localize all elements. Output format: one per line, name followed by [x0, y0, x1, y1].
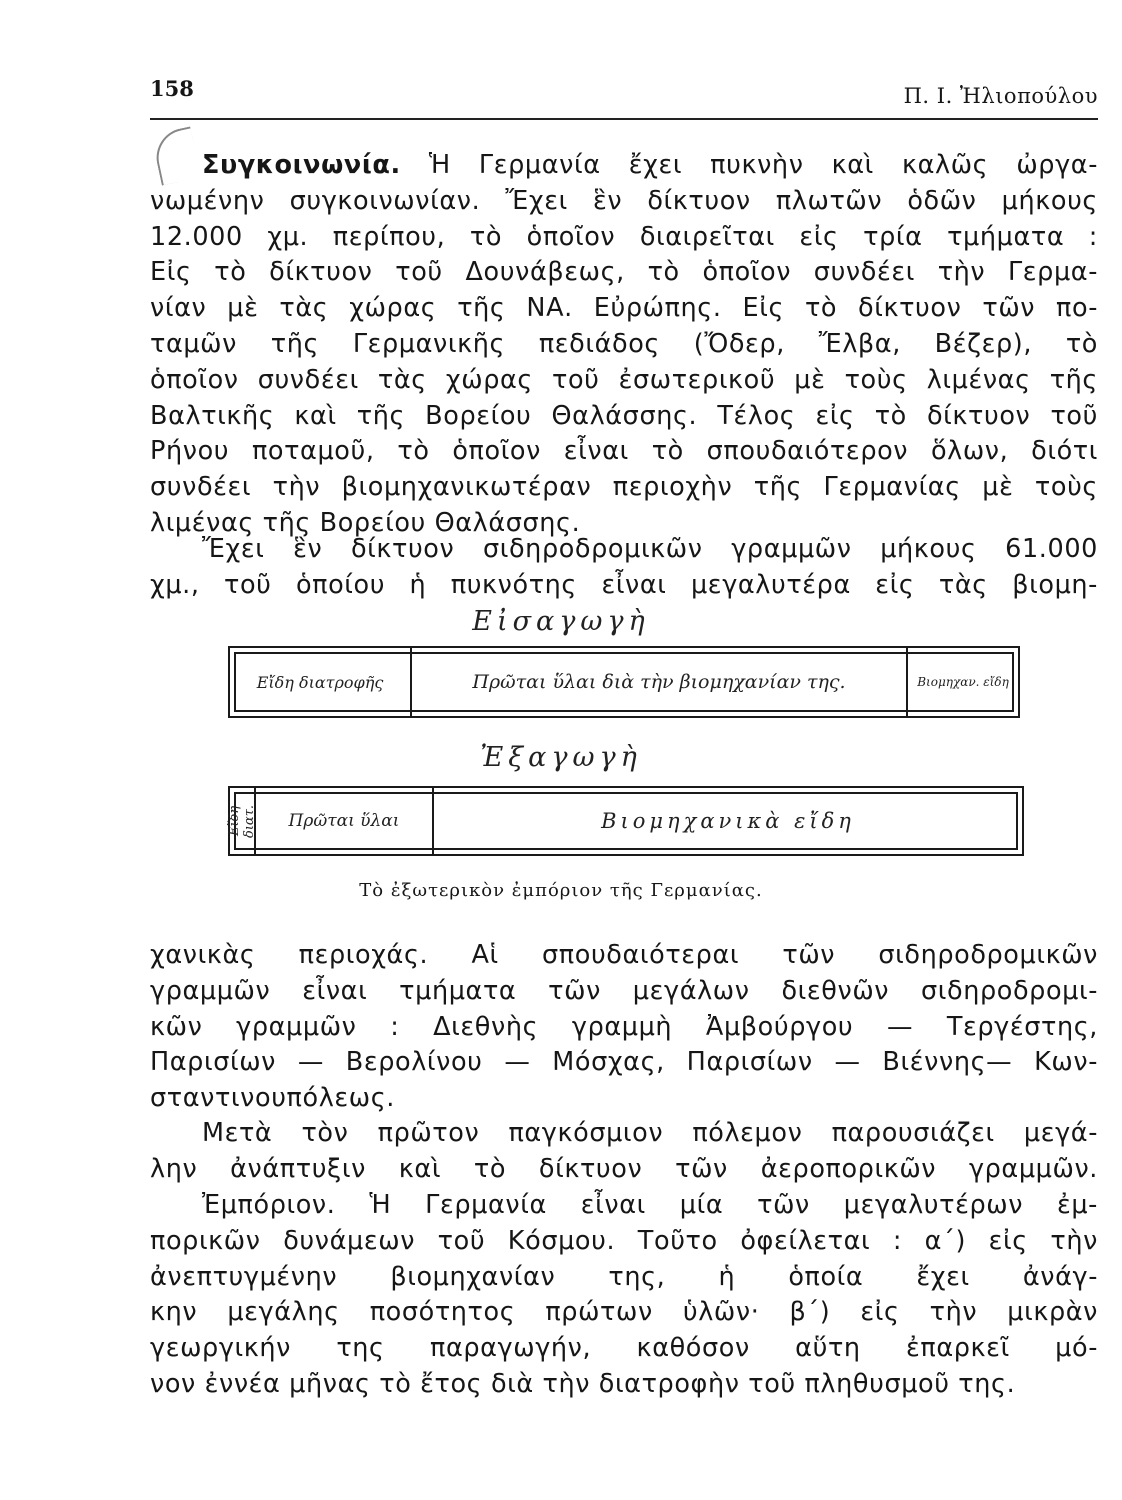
- text-line: Εἰς τὸ δίκτυον τοῦ Δουνάβεως, τὸ ὁποῖον συνδέει τὴν Γερμα-: [150, 257, 1098, 288]
- text-line: Παρισίων — Βερολίνου — Μόσχας, Παρισίων — Βιέννης— Κων-: [150, 1047, 1098, 1078]
- text-line: ἀνεπτυγμένην βιομηχανίαν της, ἡ ὁποία ἔχει ἀνάγ-: [150, 1261, 1098, 1292]
- page-number: 158: [150, 76, 194, 101]
- export-cell-raw-materials: Πρῶται ὕλαι: [256, 788, 434, 854]
- text-line: Ἐμπόριον. Ἡ Γερμανία εἶναι μία τῶν μεγαλυτέρων ἐμ-: [202, 1190, 1098, 1220]
- running-head: Π. Ι. Ἠλιοπούλου: [903, 84, 1098, 108]
- text-line: νωμένην συγκοινωνίαν. Ἔχει ἓν δίκτυον πλωτῶν ὁδῶν μήκους: [150, 185, 1098, 216]
- paragraph-trade: [150, 1188, 1098, 1403]
- paragraph-transport: [150, 148, 1098, 542]
- section-heading-transport: Συγκοινωνία.: [202, 150, 401, 180]
- export-cell-industrial-goods: Βιομηχανικὰ εἴδη: [601, 809, 855, 833]
- text-line: χμ., τοῦ ὁποίου ἡ πυκνότης εἶναι μεγαλυτέρα εἰς τὰς βιομη-: [150, 569, 1098, 600]
- text-line: ὁποῖον συνδέει τὰς χώρας τοῦ ἐσωτερικοῦ μὲ τοὺς λιμένας τῆς: [150, 364, 1098, 395]
- import-cell-raw-materials: Πρῶται ὕλαι διὰ τὴν βιομηχανίαν της.: [412, 648, 908, 716]
- text-line: λην ἀνάπτυξιν καὶ τὸ δίκτυον τῶν ἀεροπορικῶν γραμμῶν.: [150, 1153, 1098, 1184]
- text-line: Ἔχει ἓν δίκτυον σιδηροδρομικῶν γραμμῶν μήκους 61.000: [202, 534, 1098, 564]
- text-line: γραμμῶν εἶναι τμήματα τῶν μεγάλων διεθνῶν σιδηροδρομι-: [150, 975, 1098, 1006]
- figure-caption: Τὸ ἐξωτερικὸν ἐμπόριον τῆς Γερμανίας.: [359, 880, 763, 901]
- import-cell-industrial-goods: Βιομηχαν. εἴδη: [917, 675, 1009, 689]
- paragraph-air: [150, 1116, 1098, 1188]
- text-line: Ρήνου ποταμοῦ, τὸ ὁποῖον εἶναι τὸ σπουδαιότερον ὅλων, διότι: [150, 436, 1098, 467]
- import-diagram: [228, 646, 1020, 718]
- page-header: [150, 72, 1098, 120]
- text-line: νίαν μὲ τὰς χώρας τῆς ΝΑ. Εὐρώπης. Εἰς τὸ δίκτυον τῶν πο-: [150, 293, 1098, 324]
- text-line: κῶν γραμμῶν : Διεθνὴς γραμμὴ Ἀμβούργου — Τεργέστης,: [150, 1011, 1098, 1042]
- import-cell-food: Εἴδη διατροφῆς: [230, 648, 412, 716]
- text-line: κην μεγάλης ποσότητος πρώτων ὑλῶν· β΄) εἰς τὴν μικρὰν: [150, 1297, 1098, 1328]
- text-line: 12.000 χμ. περίπου, τὸ ὁποῖον διαιρεῖται εἰς τρία τμήματα :: [150, 221, 1098, 252]
- paragraph-rail-lines: [150, 938, 1098, 1117]
- export-cell-food-label: Εἴδη διατ.: [227, 804, 257, 838]
- text-line: συνδέει τὴν βιομηχανικωτέραν περιοχὴν τῆς Γερμανίας μὲ τοὺς: [150, 472, 1098, 503]
- text-line: χανικὰς περιοχάς. Αἱ σπουδαιότεραι τῶν σιδηροδρομικῶν: [150, 940, 1098, 970]
- text-line: λιμένας τῆς Βορείου Θαλάσσης.: [150, 507, 581, 538]
- text-line: πορικῶν δυνάμεων τοῦ Κόσμου. Τοῦτο ὀφείλεται : α΄) εἰς τὴν: [150, 1225, 1098, 1256]
- text-line: ταμῶν τῆς Γερμανικῆς πεδιάδος (Ὄδερ, Ἔλβα, Βέζερ), τὸ: [150, 328, 1098, 359]
- text-line: νον ἐννέα μῆνας τὸ ἔτος διὰ τὴν διατροφὴν τοῦ πληθυσμοῦ της.: [150, 1368, 1016, 1399]
- text-run: Ἡ Γερμανία ἔχει πυκνὴν καὶ καλῶς ὠργα-: [400, 150, 1098, 180]
- text-line: [150, 148, 1098, 184]
- import-title: Εἰσαγωγὴ: [472, 606, 650, 637]
- paragraph-railways: [150, 532, 1098, 604]
- text-line: Μετὰ τὸν πρῶτον παγκόσμιον πόλεμον παρουσιάζει μεγά-: [202, 1118, 1098, 1148]
- text-line: σταντινουπόλεως.: [150, 1083, 396, 1114]
- text-line: γεωργικήν της παραγωγήν, καθόσον αὕτη ἐπαρκεῖ μό-: [150, 1333, 1098, 1364]
- export-title: Ἐξαγωγὴ: [480, 742, 642, 773]
- export-diagram: [228, 786, 1024, 856]
- text-line: Βαλτικῆς καὶ τῆς Βορείου Θαλάσσης. Τέλος εἰς τὸ δίκτυον τοῦ: [150, 400, 1098, 431]
- export-cell-food: [227, 788, 257, 854]
